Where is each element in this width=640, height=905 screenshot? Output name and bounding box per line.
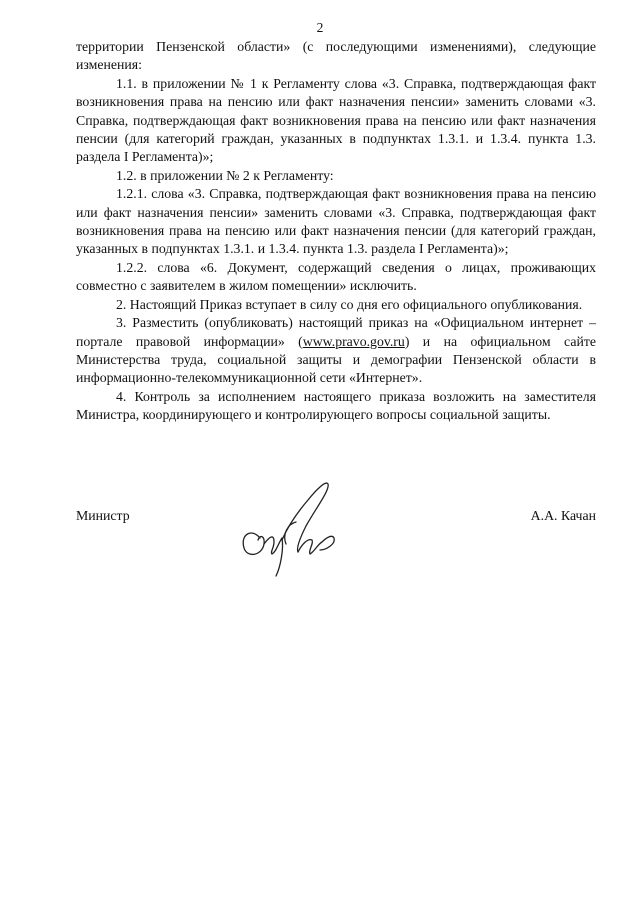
paragraph-4: 4. Контроль за исполнением настоящего приказа возложить на заместителя Министра, координирующего и контролирующего вопросы социальной защиты. bbox=[76, 388, 596, 423]
pravo-link[interactable]: www.pravo.gov.ru bbox=[302, 333, 405, 349]
handwritten-signature-icon bbox=[236, 478, 346, 578]
paragraph-2: 2. Настоящий Приказ вступает в силу со дня его официального опубликования. bbox=[116, 296, 583, 312]
paragraph-1-1: 1.1. в приложении № 1 к Регламенту слова «3. Справка, подтверждающая факт возникновения права на пенсию или факт назначения пенсии» заменить словами «3. Справка, подтверждающая факт возникновения права на пенсию или факт назначения пенсии (для категорий граждан, указанных в подпунктах 1.3.1. и 1.3.4. пункта 1.3. раздела I Регламента)»; bbox=[76, 75, 596, 165]
paragraph-1-2-1: 1.2.1. слова «3. Справка, подтверждающая факт возникновения права на пенсию или факт назначения пенсии» заменить словами «3. Справка, подтверждающая факт возникновения права на пенсию или факт назначения пенсии (для категорий граждан, указанных в подпунктах 1.3.1. и 1.3.4. пункта 1.3. раздела I Регламента)»; bbox=[76, 186, 596, 257]
paragraph-3-text-start: 3. Разместить (опубликовать) настоящий приказ на «Официальном интернет – портале правовой информации» ( bbox=[76, 315, 596, 349]
signer-title: Министр bbox=[76, 508, 130, 523]
document-body bbox=[76, 38, 596, 425]
signer-name: А.А. Качан bbox=[530, 508, 596, 523]
paragraph-1-2-2: 1.2.2. слова «6. Документ, содержащий сведения о лицах, проживающих совместно с заявителем в жилом помещении» исключить. bbox=[76, 259, 596, 294]
paragraph-3 bbox=[76, 314, 596, 388]
paragraph-intro: территории Пензенской области» (с последующими изменениями), следующие изменения: bbox=[76, 39, 596, 73]
paragraph-3-text-end: ) и на официальном сайте Министерства труда, социальной защиты и демографии Пензенской области в информационно-телекоммуникационной сети «Интернет». bbox=[76, 333, 596, 386]
paragraph-1-2: 1.2. в приложении № 2 к Регламенту: bbox=[116, 167, 334, 183]
page-number: 2 bbox=[316, 20, 324, 35]
